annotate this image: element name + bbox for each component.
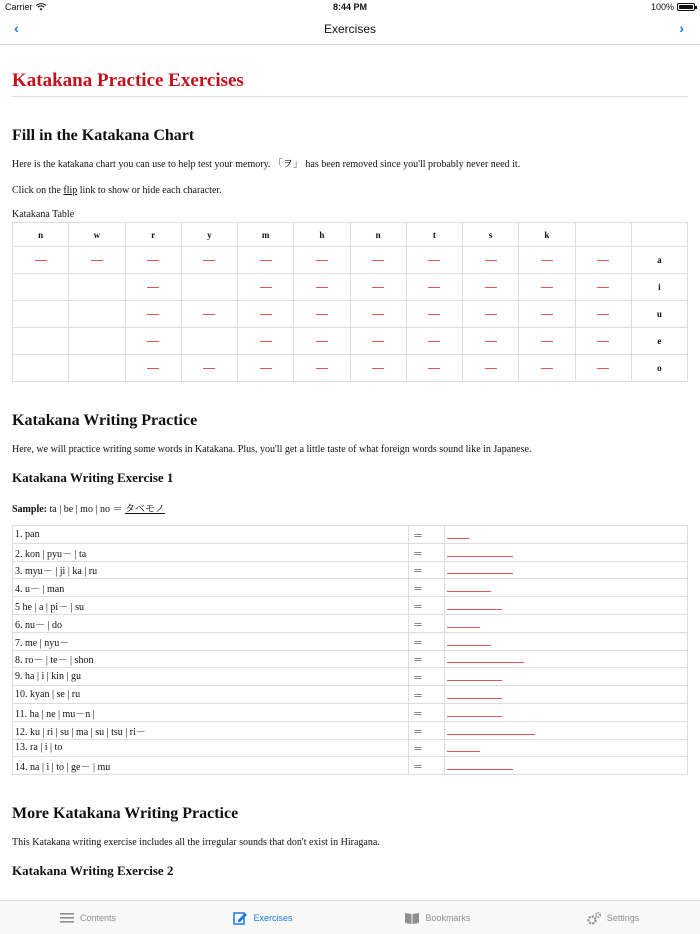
column-header: n [350, 223, 406, 247]
clock: 8:44 PM [332, 2, 367, 12]
katakana-row [13, 328, 688, 355]
flip-instructions: Click on the flip link to show or hide each character. [12, 185, 222, 196]
katakana-cell[interactable] [125, 274, 181, 301]
exercise-answer[interactable] [445, 757, 688, 775]
katakana-row [13, 274, 688, 301]
katakana-cell[interactable] [575, 328, 631, 355]
katakana-cell[interactable] [519, 328, 575, 355]
forward-chevron-icon[interactable]: › [679, 20, 684, 36]
tab-bar [0, 900, 700, 934]
answer-blank[interactable] [447, 556, 513, 557]
katakana-cell[interactable] [181, 301, 237, 328]
exercise-answer[interactable] [445, 650, 688, 668]
katakana-cell[interactable] [181, 247, 237, 274]
katakana-cell[interactable] [519, 247, 575, 274]
exercise-question: 9. ha | i | kin | gu [13, 668, 409, 686]
exercise-question: 8. ro－ | te－ | shon [13, 650, 409, 668]
exercise-question: 4. u－ | man [13, 579, 409, 597]
more-intro: This Katakana writing exercise includes all the irregular sounds that don't exist in Hiragana. [12, 837, 380, 849]
answer-blank[interactable] [447, 591, 491, 592]
tab-label: Exercises [253, 912, 293, 923]
katakana-row [13, 247, 688, 274]
writing-intro: Here, we will practice writing some words in Katakana. Plus, you'll get a little taste of what foreign words sound like in Japanese. [12, 444, 532, 455]
exercise-question: 2. kon | pyu－ | ta [13, 543, 409, 561]
chart-intro: Here is the katakana chart you can use to help test your memory. 「ヲ」 has been removed since you'll probably never need it. [12, 159, 521, 170]
equals-sign: ＝ [409, 526, 445, 544]
answer-blank[interactable] [447, 645, 491, 646]
katakana-cell[interactable] [406, 328, 462, 355]
katakana-cell[interactable] [294, 301, 350, 328]
flip-blank[interactable] [372, 314, 384, 315]
katakana-cell[interactable] [238, 247, 294, 274]
flip-blank[interactable] [316, 260, 328, 261]
exercise-answer[interactable] [445, 614, 688, 632]
column-header: h [294, 223, 350, 247]
flip-blank[interactable] [260, 368, 272, 369]
equals-sign: ＝ [409, 597, 445, 615]
katakana-cell[interactable] [406, 247, 462, 274]
equals-sign: ＝ [409, 757, 445, 775]
answer-blank[interactable] [447, 662, 524, 663]
chart-heading: Fill in the Katakana Chart [12, 127, 195, 144]
answer-blank[interactable] [447, 751, 480, 752]
katakana-cell[interactable] [125, 247, 181, 274]
exercise-question: 11. ha | ne | mu－n | [13, 703, 409, 721]
katakana-cell[interactable] [238, 274, 294, 301]
katakana-cell [13, 301, 69, 328]
nav-title: Exercises [323, 22, 376, 36]
exercise-answer[interactable] [445, 526, 688, 544]
katakana-cell[interactable] [406, 355, 462, 382]
answer-blank[interactable] [447, 698, 502, 699]
katakana-table [12, 222, 688, 382]
katakana-cell[interactable] [406, 301, 462, 328]
exercise-question: 1. pan [13, 526, 409, 544]
katakana-cell[interactable] [238, 328, 294, 355]
flip-blank[interactable] [203, 314, 215, 315]
flip-blank[interactable] [428, 260, 440, 261]
flip-blank[interactable] [260, 260, 272, 261]
katakana-cell[interactable] [294, 274, 350, 301]
flip-blank[interactable] [597, 260, 609, 261]
tab-bookmarks[interactable] [350, 901, 525, 934]
exercise-question: 7. me | nyu－ [13, 632, 409, 650]
exercise-question: 14. na | i | to | ge－ | mu [13, 757, 409, 775]
flip-blank[interactable] [260, 341, 272, 342]
katakana-cell [13, 274, 69, 301]
katakana-cell[interactable] [350, 301, 406, 328]
equals-sign: ＝ [409, 543, 445, 561]
flip-blank[interactable] [597, 368, 609, 369]
katakana-cell [181, 274, 237, 301]
column-header: w [69, 223, 125, 247]
equals-sign: ＝ [409, 561, 445, 579]
exercise-answer[interactable] [445, 579, 688, 597]
column-header: m [238, 223, 294, 247]
katakana-cell[interactable] [575, 301, 631, 328]
answer-blank[interactable] [447, 609, 502, 610]
exercise-row [13, 597, 688, 615]
katakana-cell[interactable] [69, 247, 125, 274]
exercise-row [13, 650, 688, 668]
sample-label: Sample: [12, 504, 47, 515]
navigation-bar [0, 14, 700, 45]
katakana-cell [69, 328, 125, 355]
katakana-cell[interactable] [575, 274, 631, 301]
flip-blank[interactable] [428, 368, 440, 369]
page-title: Katakana Practice Exercises [12, 70, 688, 97]
katakana-cell[interactable] [463, 301, 519, 328]
equals-sign: ＝ [409, 668, 445, 686]
sample-answer: タベモノ [124, 504, 165, 515]
exercise-question: 12. ku | ri | su | ma | su | tsu | ri－ [13, 721, 409, 739]
katakana-cell[interactable] [519, 274, 575, 301]
equals-sign: ＝ [409, 614, 445, 632]
flip-blank[interactable] [316, 314, 328, 315]
flip-blank[interactable] [597, 341, 609, 342]
column-header: k [519, 223, 575, 247]
katakana-cell[interactable] [519, 355, 575, 382]
flip-blank[interactable] [372, 341, 384, 342]
katakana-cell [69, 301, 125, 328]
sample-line [12, 500, 688, 515]
equals-sign: ＝ [409, 739, 445, 757]
tab-label: Bookmarks [425, 912, 471, 923]
katakana-cell[interactable] [125, 355, 181, 382]
flip-blank[interactable] [316, 341, 328, 342]
battery-icon [677, 3, 695, 11]
sample-text: ta | be | mo | no ＝ [47, 504, 125, 515]
flip-blank[interactable] [260, 287, 272, 288]
answer-blank[interactable] [447, 627, 480, 628]
flip-blank[interactable] [372, 368, 384, 369]
flip-blank[interactable] [428, 287, 440, 288]
battery-percent: 100% [650, 2, 674, 12]
flip-blank[interactable] [485, 260, 497, 261]
exercise-row [13, 526, 688, 544]
column-header [575, 223, 631, 247]
exercise-row [13, 686, 688, 704]
katakana-cell[interactable] [125, 328, 181, 355]
flip-blank[interactable] [541, 341, 553, 342]
flip-blank[interactable] [541, 314, 553, 315]
exercise-question: 10. kyan | se | ru [13, 686, 409, 704]
flip-link[interactable]: flip [63, 185, 78, 196]
exercise-answer[interactable] [445, 668, 688, 686]
exercise-row [13, 757, 688, 775]
exercise-row [13, 579, 688, 597]
answer-blank[interactable] [447, 716, 502, 717]
gear-icon [586, 911, 602, 925]
book-icon [404, 911, 420, 925]
answer-blank[interactable] [447, 538, 469, 539]
content-area[interactable] [0, 46, 700, 900]
flip-blank[interactable] [485, 287, 497, 288]
back-chevron-icon[interactable]: ‹ [14, 20, 19, 36]
katakana-cell[interactable] [238, 301, 294, 328]
exercise1-table [12, 525, 688, 775]
katakana-cell[interactable] [350, 274, 406, 301]
katakana-cell[interactable] [463, 247, 519, 274]
exercise-row [13, 739, 688, 757]
flip-blank[interactable] [316, 368, 328, 369]
battery-info [651, 2, 695, 12]
exercise-row [13, 543, 688, 561]
equals-sign: ＝ [409, 703, 445, 721]
exercise-answer[interactable] [445, 543, 688, 561]
equals-sign: ＝ [409, 579, 445, 597]
exercise-row [13, 632, 688, 650]
more-heading: More Katakana Writing Practice [12, 805, 239, 823]
flip-blank[interactable] [485, 341, 497, 342]
carrier-label: Carrier [5, 2, 33, 12]
katakana-cell[interactable] [463, 274, 519, 301]
answer-blank[interactable] [447, 734, 535, 735]
katakana-row [13, 301, 688, 328]
katakana-cell[interactable] [294, 247, 350, 274]
katakana-cell[interactable] [238, 355, 294, 382]
answer-blank[interactable] [447, 769, 513, 770]
writing-heading: Katakana Writing Practice [12, 412, 198, 429]
katakana-cell[interactable] [294, 328, 350, 355]
exercise-row [13, 721, 688, 739]
tab-exercises[interactable] [175, 901, 350, 934]
flip-blank[interactable] [203, 368, 215, 369]
katakana-row [13, 355, 688, 382]
column-header: r [125, 223, 181, 247]
exercise-answer[interactable] [445, 561, 688, 579]
column-header [631, 223, 687, 247]
equals-sign: ＝ [409, 650, 445, 668]
tab-settings[interactable] [525, 901, 700, 934]
equals-sign: ＝ [409, 721, 445, 739]
vowel-label: i [631, 274, 687, 301]
exercise-answer[interactable] [445, 739, 688, 757]
equals-sign: ＝ [409, 686, 445, 704]
exercise-answer[interactable] [445, 632, 688, 650]
vowel-label: o [631, 355, 687, 382]
tab-contents[interactable] [0, 901, 175, 934]
katakana-cell[interactable] [463, 355, 519, 382]
katakana-cell[interactable] [350, 247, 406, 274]
flip-blank[interactable] [428, 341, 440, 342]
exercise-question: 13. ra | i | to [13, 739, 409, 757]
exercise-question: 3. myu－ | ji | ka | ru [13, 561, 409, 579]
equals-sign: ＝ [409, 632, 445, 650]
katakana-cell[interactable] [350, 355, 406, 382]
flip-blank[interactable] [316, 287, 328, 288]
katakana-cell[interactable] [575, 355, 631, 382]
exercise1-heading: Katakana Writing Exercise 1 [12, 470, 174, 485]
flip-blank[interactable] [147, 260, 159, 261]
flip-blank[interactable] [428, 314, 440, 315]
katakana-cell[interactable] [406, 274, 462, 301]
answer-blank[interactable] [447, 573, 513, 574]
katakana-cell[interactable] [181, 355, 237, 382]
flip-blank[interactable] [485, 314, 497, 315]
flip-blank[interactable] [541, 260, 553, 261]
exercise-answer[interactable] [445, 721, 688, 739]
exercise-answer[interactable] [445, 686, 688, 704]
flip-blank[interactable] [372, 260, 384, 261]
flip-blank[interactable] [91, 260, 103, 261]
flip-blank[interactable] [203, 260, 215, 261]
exercise-answer[interactable] [445, 597, 688, 615]
katakana-cell[interactable] [519, 301, 575, 328]
flip-blank[interactable] [597, 314, 609, 315]
exercise-row [13, 614, 688, 632]
column-header: n [13, 223, 69, 247]
flip-blank[interactable] [147, 314, 159, 315]
edit-icon [232, 911, 248, 925]
column-header: t [406, 223, 462, 247]
flip-blank[interactable] [541, 287, 553, 288]
flip-blank[interactable] [597, 287, 609, 288]
table-caption: Katakana Table [12, 209, 75, 220]
katakana-cell[interactable] [294, 355, 350, 382]
flip-blank[interactable] [147, 368, 159, 369]
flip-blank[interactable] [541, 368, 553, 369]
list-icon [59, 911, 75, 925]
katakana-cell[interactable] [575, 247, 631, 274]
katakana-cell[interactable] [13, 247, 69, 274]
vowel-label: e [631, 328, 687, 355]
tab-label: Settings [606, 912, 640, 923]
katakana-cell [69, 274, 125, 301]
katakana-cell[interactable] [350, 328, 406, 355]
flip-blank[interactable] [372, 287, 384, 288]
flip-blank[interactable] [147, 341, 159, 342]
flip-blank[interactable] [485, 368, 497, 369]
katakana-cell [69, 355, 125, 382]
exercise-row [13, 703, 688, 721]
column-header: s [463, 223, 519, 247]
column-header: y [181, 223, 237, 247]
vowel-label: a [631, 247, 687, 274]
exercise-question: 5 he | a | pi－ | su [13, 597, 409, 615]
exercise-row [13, 668, 688, 686]
katakana-cell[interactable] [463, 328, 519, 355]
status-bar [0, 0, 700, 14]
katakana-cell[interactable] [125, 301, 181, 328]
katakana-cell [181, 328, 237, 355]
flip-blank[interactable] [260, 314, 272, 315]
exercise-answer[interactable] [445, 703, 688, 721]
katakana-cell [13, 355, 69, 382]
katakana-cell [13, 328, 69, 355]
tab-label: Contents [79, 912, 117, 923]
flip-blank[interactable] [147, 287, 159, 288]
exercise2-heading: Katakana Writing Exercise 2 [12, 863, 174, 879]
flip-blank[interactable] [35, 260, 47, 261]
exercise-question: 6. nu－ | do [13, 614, 409, 632]
answer-blank[interactable] [447, 680, 502, 681]
exercise-row [13, 561, 688, 579]
vowel-label: u [631, 301, 687, 328]
katakana-header-row [13, 223, 688, 247]
